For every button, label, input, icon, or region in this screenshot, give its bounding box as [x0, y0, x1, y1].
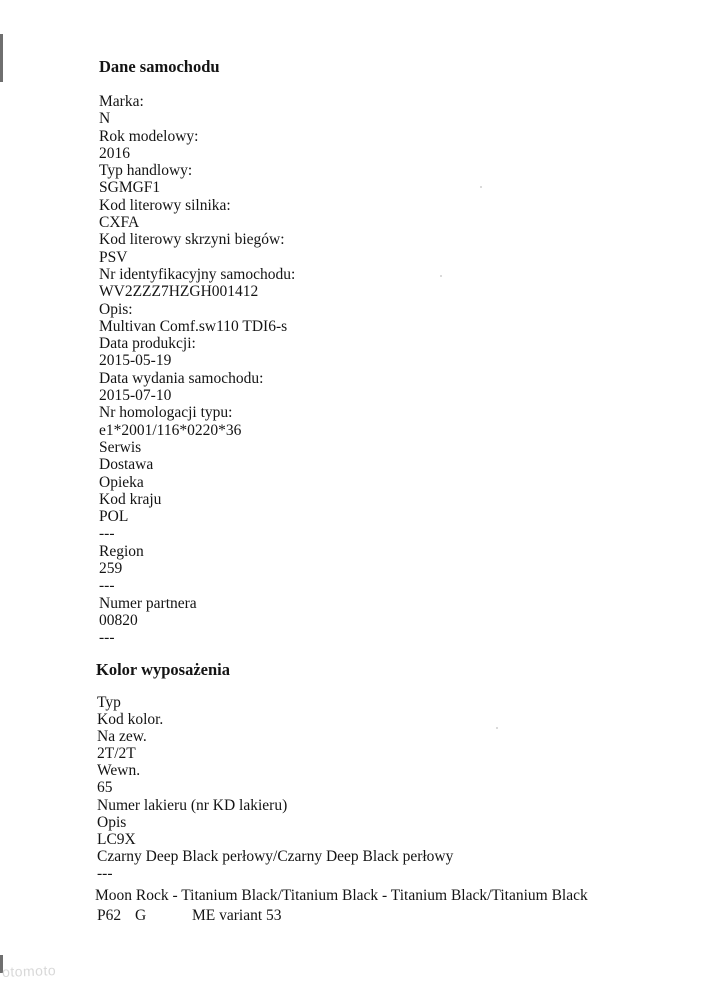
equipment-color-line: LC9X	[97, 830, 136, 848]
vehicle-data-line: POL	[99, 508, 129, 526]
vehicle-data-line: Opieka	[99, 473, 144, 491]
equipment-color-line: Opis	[97, 813, 127, 831]
equipment-color-title: Kolor wyposażenia	[96, 660, 230, 679]
vehicle-data-line: Opis:	[99, 300, 133, 318]
vehicle-data-line: PSV	[99, 248, 128, 266]
equipment-color-list	[97, 694, 453, 882]
vehicle-data-line: ---	[99, 629, 115, 647]
scan-artifact	[440, 275, 442, 277]
vehicle-data-line: Kod literowy silnika:	[99, 196, 231, 214]
scan-artifact	[496, 727, 498, 729]
variant-flag: G	[135, 907, 147, 924]
vehicle-data-line: 2015-05-19	[99, 352, 172, 370]
vehicle-data-title: Dane samochodu	[99, 57, 220, 76]
vehicle-data-line: SGMGF1	[99, 179, 161, 197]
watermark-text: otomoto	[1, 962, 57, 980]
vehicle-data-line: CXFA	[99, 214, 140, 232]
vehicle-data-line: Marka:	[99, 93, 144, 110]
equipment-color-line: 65	[97, 779, 113, 797]
vehicle-data-list	[99, 93, 295, 647]
equipment-color-line: 2T/2T	[97, 745, 136, 763]
vehicle-data-line: Nr identyfikacyjny samochodu:	[99, 265, 296, 283]
vehicle-data-line: WV2ZZZ7HZGH001412	[99, 283, 259, 301]
vehicle-data-line: N	[99, 110, 111, 128]
scan-edge-mark	[0, 34, 3, 82]
equipment-color-line: Wewn.	[97, 762, 141, 780]
vehicle-data-line: Rok modelowy:	[99, 127, 199, 145]
equipment-color-line: Czarny Deep Black perłowy/Czarny Deep Black perłowy	[97, 847, 454, 865]
trim-color-line: Moon Rock - Titanium Black/Titanium Black - Titanium Black/Titanium Black	[95, 887, 588, 904]
vehicle-data-line: ---	[99, 577, 115, 595]
vehicle-data-line: 00820	[99, 611, 138, 629]
variant-line	[97, 907, 282, 925]
vehicle-data-line: 2016	[99, 144, 130, 162]
vehicle-data-line: 259	[99, 560, 123, 578]
vehicle-data-line: Serwis	[99, 438, 142, 456]
vehicle-data-line: Data wydania samochodu:	[99, 369, 264, 387]
equipment-color-line: Typ	[97, 694, 121, 711]
equipment-color-line: ---	[97, 864, 113, 882]
vehicle-data-line: Dostawa	[99, 456, 154, 474]
vehicle-data-line: 2015-07-10	[99, 387, 172, 405]
vehicle-data-line: Nr homologacji typu:	[99, 404, 233, 422]
vehicle-data-line: Kod kraju	[99, 490, 162, 508]
vehicle-data-line: ---	[99, 525, 115, 543]
vehicle-data-line: Typ handlowy:	[99, 162, 193, 180]
vehicle-data-line: Data produkcji:	[99, 335, 196, 353]
equipment-color-line: Na zew.	[97, 728, 147, 746]
vehicle-data-line: Numer partnera	[99, 594, 197, 612]
scan-artifact	[480, 186, 482, 188]
vehicle-data-line: Kod literowy skrzyni biegów:	[99, 231, 285, 249]
vehicle-data-line: Multivan Comf.sw110 TDI6-s	[99, 317, 288, 335]
equipment-color-line: Kod kolor.	[97, 711, 164, 729]
vehicle-data-line: e1*2001/116*0220*36	[99, 421, 242, 439]
vehicle-data-line: Region	[99, 542, 144, 560]
equipment-color-line: Numer lakieru (nr KD lakieru)	[97, 796, 288, 814]
variant-code: P62	[97, 907, 122, 924]
variant-label: ME variant 53	[192, 907, 282, 924]
